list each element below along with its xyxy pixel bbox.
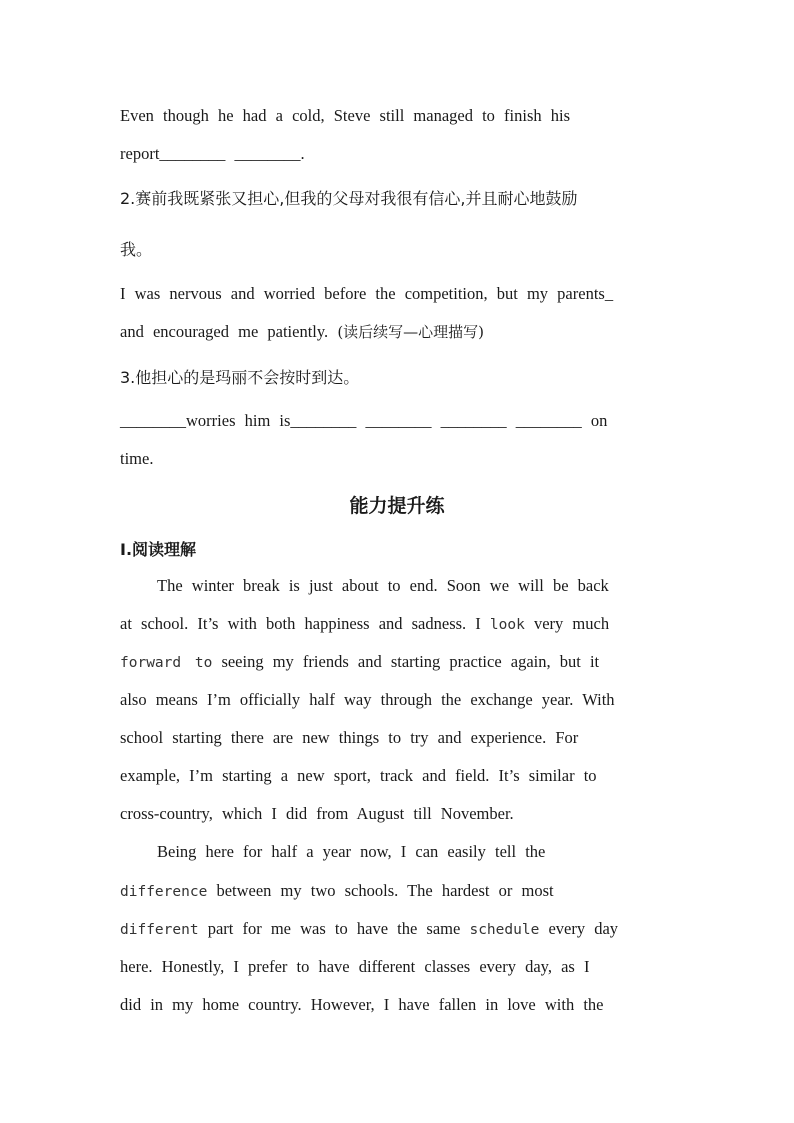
q3-english-line-1: ________worries him is________ ________ ________ ________ on <box>120 411 608 430</box>
passage-p2-line-5: did in my home country. However, I have fallen in love with the <box>120 995 604 1014</box>
passage-p2-line-4: here. Honestly, I prefer to have different classes every day, as I <box>120 957 590 976</box>
passage-p1-line-1: The winter break is just about to end. Soon we will be back <box>157 576 609 595</box>
passage-text: seeing my friends and starting practice again, but it <box>212 652 600 671</box>
highlighted-word: difference <box>120 884 208 900</box>
passage-text: between my two schools. The hardest or most <box>207 881 554 900</box>
section-title: 能力提升练 <box>349 495 445 517</box>
passage-p2-line-3 <box>120 919 680 940</box>
q3-chinese: 3.他担心的是玛丽不会按时到达。 <box>120 368 360 387</box>
highlighted-word: look <box>489 617 525 633</box>
q2-chinese-line-2: 我。 <box>120 240 153 259</box>
passage-p2-line-1: Being here for half a year now, I can easily tell the <box>157 842 546 861</box>
part-label: Ⅰ.阅读理解 <box>120 540 197 559</box>
passage-p1-line-3 <box>120 652 680 673</box>
passage-p2-line-2 <box>120 881 680 902</box>
passage-text: at school. It’s with both happiness and sadness. I <box>120 614 490 633</box>
q2-english-line-2 <box>120 322 680 342</box>
passage-p1-line-5: school starting there are new things to try and experience. For <box>120 728 579 747</box>
q1-english-line-2: report________ ________. <box>120 144 305 163</box>
q2-chinese-line-1: 2.赛前我既紧张又担心,但我的父母对我很有信心,并且耐心地鼓励 <box>120 189 578 208</box>
q2-note: (读后续写—心理描写) <box>337 323 485 341</box>
q2-english-line-1: I was nervous and worried before the competition, but my parents_ <box>120 284 614 303</box>
passage-p1-line-2 <box>120 614 680 635</box>
highlighted-word: forward to <box>120 655 213 671</box>
passage-p1-line-4: also means I’m officially half way through the exchange year. With <box>120 690 615 709</box>
highlighted-word: different <box>120 922 199 938</box>
q3-english-line-2: time. <box>120 449 154 468</box>
passage-p1-line-6: example, I’m starting a new sport, track and field. It’s similar to <box>120 766 597 785</box>
passage-text: every day <box>539 919 619 938</box>
highlighted-word: schedule <box>469 922 540 938</box>
q2-english-text: and encouraged me patiently. <box>120 322 329 341</box>
passage-p1-line-7: cross-country, which I did from August till November. <box>120 804 514 823</box>
passage-text: very much <box>524 614 610 633</box>
q1-english-line-1: Even though he had a cold, Steve still managed to finish his <box>120 106 571 125</box>
passage-text: part for me was to have the same <box>198 919 470 938</box>
